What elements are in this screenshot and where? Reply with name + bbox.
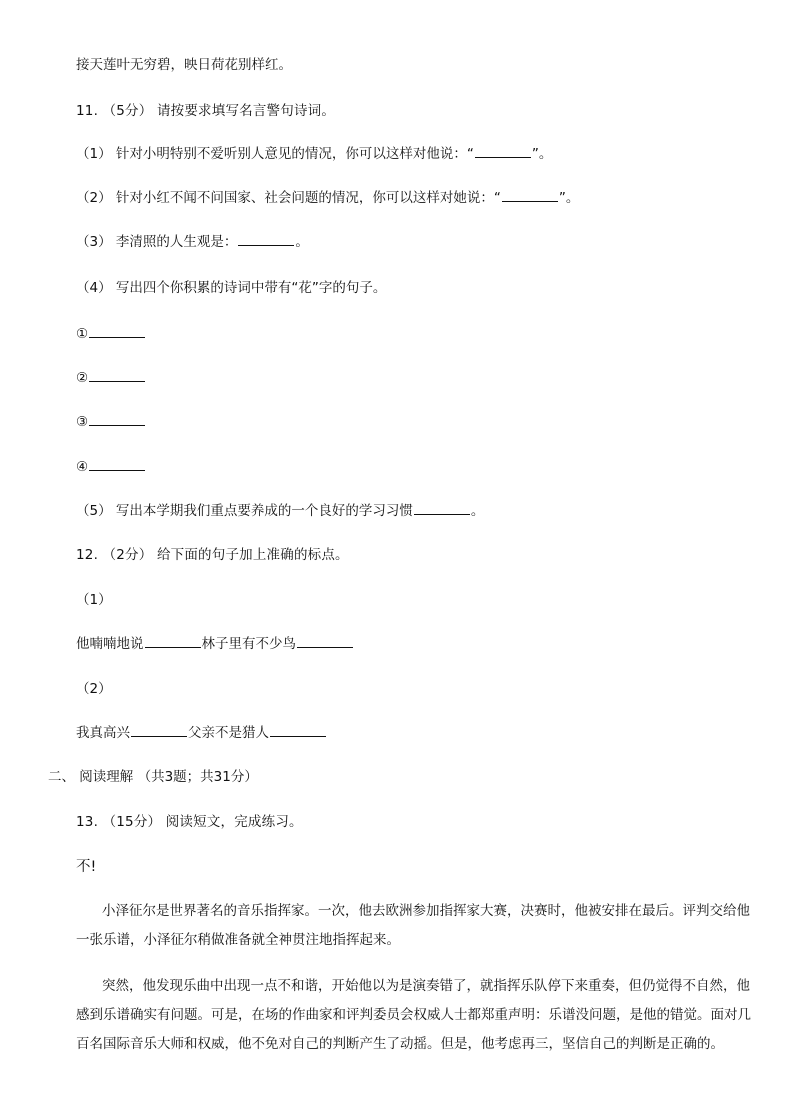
- passage-title: 不!: [76, 859, 97, 875]
- answer-blank[interactable]: [475, 145, 531, 158]
- question-11-part-4: （4） 写出四个你积累的诗词中带有“花”字的句子。: [76, 280, 387, 296]
- question-13-heading: 13. （15分） 阅读短文，完成练习。: [76, 814, 303, 830]
- q11-5-close: 。: [470, 503, 485, 519]
- q11-5-prompt: （5） 写出本学期我们重点要养成的一个良好的学习习惯: [76, 503, 413, 519]
- question-12-sentence-1: [76, 635, 354, 653]
- question-12-part-2-label: （2）: [76, 681, 112, 697]
- punctuation-blank[interactable]: [145, 635, 201, 648]
- q12-1-text-a: 他喃喃地说: [76, 636, 144, 652]
- answer-line-4: [76, 458, 146, 476]
- question-11-heading: 11. （5分） 请按要求填写名言警句诗词。: [76, 103, 336, 119]
- marker-3: ③: [76, 414, 89, 430]
- marker-1: ①: [76, 326, 89, 342]
- q11-1-prompt: （1） 针对小明特别不爱听别人意见的情况，你可以这样对他说：“: [76, 146, 474, 162]
- answer-blank[interactable]: [89, 458, 145, 471]
- answer-line-3: [76, 413, 146, 431]
- punctuation-blank[interactable]: [297, 635, 353, 648]
- q11-3-prompt: （3） 李清照的人生观是：: [76, 234, 238, 250]
- q11-3-close: 。: [295, 234, 309, 250]
- passage-paragraph-1: [76, 897, 752, 955]
- answer-line-2: [76, 369, 146, 387]
- marker-4: ④: [76, 459, 89, 475]
- poem-line: 接天莲叶无穷碧，映日荷花别样红。: [76, 57, 292, 73]
- q12-1-text-b: 林子里有不少鸟: [201, 636, 296, 652]
- question-12-heading: 12. （2分） 给下面的句子加上准确的标点。: [76, 547, 349, 563]
- punctuation-blank[interactable]: [270, 724, 326, 737]
- q11-2-close: ”。: [558, 190, 580, 206]
- q11-2-prompt: （2） 针对小红不闻不问国家、社会问题的情况，你可以这样对她说：“: [76, 190, 501, 206]
- answer-blank[interactable]: [89, 369, 145, 382]
- q12-2-text-a: 我真高兴: [76, 725, 130, 741]
- answer-blank[interactable]: [89, 413, 145, 426]
- passage-paragraph-2: [76, 972, 752, 1059]
- answer-blank[interactable]: [414, 502, 470, 515]
- question-12-part-1-label: （1）: [76, 592, 112, 608]
- answer-blank[interactable]: [238, 233, 294, 246]
- question-11-part-1: [76, 145, 552, 163]
- question-12-sentence-2: [76, 724, 327, 742]
- paragraph-2-text: 突然，他发现乐曲中出现一点不和谐，开始他以为是演奏错了，就指挥乐队停下来重奏，但仍觉得不自然，他感到乐谱确实有问题。可是，在场的作曲家和评判委员会权威人士都郑重声明：乐谱没问题，是他的错觉。面对几百名国际音乐大师和权威，他不免对自己的判断产生了动摇。但是，他考虑再三，坚信自己的判断是正确的。: [76, 978, 751, 1052]
- question-11-part-2: [76, 189, 579, 207]
- answer-blank[interactable]: [89, 325, 145, 338]
- q11-1-close: ”。: [531, 146, 553, 162]
- answer-line-1: [76, 325, 146, 343]
- answer-blank[interactable]: [502, 189, 558, 202]
- q12-2-text-b: 父亲不是猎人: [188, 725, 269, 741]
- paragraph-1-text: 小泽征尔是世界著名的音乐指挥家。一次，他去欧洲参加指挥家大赛，决赛时，他被安排在最后。评判交给他一张乐谱，小泽征尔稍做准备就全神贯注地指挥起来。: [76, 903, 750, 948]
- punctuation-blank[interactable]: [131, 724, 187, 737]
- question-11-part-3: [76, 233, 309, 251]
- marker-2: ②: [76, 370, 89, 386]
- question-11-part-5: [76, 502, 484, 520]
- section-2-heading: 二、 阅读理解 （共3题；共31分）: [48, 769, 258, 785]
